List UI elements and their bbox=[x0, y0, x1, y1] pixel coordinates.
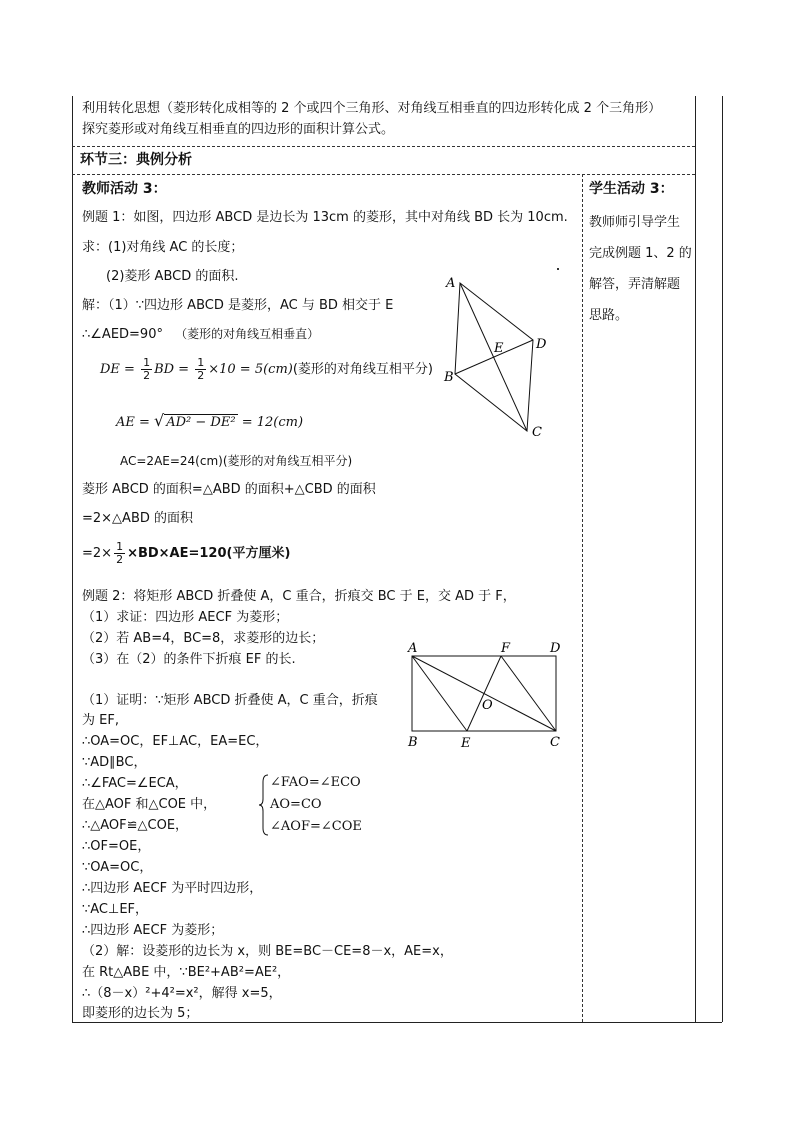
s8-post: ×BD×AE=120(平方厘米) bbox=[127, 546, 291, 561]
ex1-solution-7: =2×△ABD 的面积 bbox=[82, 511, 194, 526]
ex1-solution-2 bbox=[82, 326, 319, 343]
student-line-2: 完成例题 1、2 的 bbox=[589, 246, 692, 261]
ae-rhs: = 12(cm) bbox=[241, 415, 304, 430]
frac-den: 2 bbox=[143, 369, 151, 382]
frac-den: 2 bbox=[116, 553, 124, 566]
ex1-solution-8 bbox=[82, 540, 290, 568]
student-line-1: 教师师引导学生 bbox=[589, 215, 681, 230]
ex1-ae-formula bbox=[116, 411, 303, 433]
ex2-proof-6: ∴△AOF≌△COE， bbox=[82, 818, 189, 833]
ae-lhs: AE = bbox=[116, 415, 150, 430]
table-right-border bbox=[722, 96, 723, 1022]
vertex-label-d: D bbox=[550, 641, 561, 656]
ex2-proof-9: ∴四边形 AECF 为平时四边形， bbox=[82, 881, 263, 896]
ex1-de-formula bbox=[100, 356, 433, 384]
de-lhs: DE = bbox=[100, 362, 135, 377]
ex2-proof-10: ∵AC⊥EF， bbox=[82, 902, 149, 917]
point-label-o: O bbox=[482, 698, 493, 713]
brace-line-1: ∠FAO=∠ECO bbox=[270, 775, 361, 790]
vertex-label-b: B bbox=[444, 370, 454, 385]
ex1-angle-text: ∴∠AED=90° bbox=[82, 327, 163, 342]
vertex-label-f: F bbox=[501, 641, 511, 656]
s8-pre: =2× bbox=[82, 546, 113, 561]
brace-icon bbox=[258, 774, 270, 836]
ex2-question-3: （3）在（2）的条件下折痕 EF 的长. bbox=[82, 652, 296, 667]
stage-title: 环节三：典例分析 bbox=[80, 152, 192, 168]
fraction-half-1 bbox=[141, 357, 152, 382]
stray-dot bbox=[557, 268, 559, 270]
vertex-label-e: E bbox=[461, 736, 471, 751]
ex2-proof-11: ∴四边形 AECF 为菱形； bbox=[82, 923, 224, 938]
ex1-angle-note: （菱形的对角线互相垂直） bbox=[175, 327, 320, 341]
vertex-label-a: A bbox=[446, 276, 456, 291]
brace-line-3: ∠AOF=∠COE bbox=[270, 819, 362, 834]
ex2-proof-1a: （1）证明：∵矩形 ABCD 折叠使 A，C 重合，折痕 bbox=[82, 693, 378, 708]
ex1-title: 例题 1：如图，四边形 ABCD 是边长为 13cm 的菱形，其中对角线 BD 长为 10cm. bbox=[82, 210, 568, 225]
ex1-solution-1: 解：（1）∵四边形 ABCD 是菱形，AC 与 BD 相交于 E bbox=[82, 298, 394, 313]
fraction-half-2 bbox=[195, 357, 206, 382]
ex2-proof-1b: 为 EF, bbox=[82, 713, 119, 728]
ex2-proof-2: ∴OA=OC，EF⊥AC，EA=EC， bbox=[82, 734, 269, 749]
segment-ae bbox=[412, 656, 467, 731]
fraction-half-3 bbox=[114, 541, 125, 566]
ae-radicand: AD² − DE² bbox=[166, 415, 236, 430]
de-note: (菱形的对角线互相平分) bbox=[292, 362, 434, 377]
ex2-proof-13: 在 Rt△ABE 中，∵BE²+AB²=AE²， bbox=[82, 965, 291, 980]
table-left-border bbox=[72, 96, 73, 1022]
figure-rectangle-abcd bbox=[400, 636, 575, 752]
vertex-label-c: C bbox=[532, 425, 542, 440]
table-bottom-border bbox=[72, 1022, 722, 1023]
figure-rhombus-abcd bbox=[440, 270, 552, 442]
segment-fc bbox=[501, 656, 556, 731]
frac-den: 2 bbox=[197, 369, 205, 382]
brace-line-2: AO=CO bbox=[270, 797, 322, 812]
ex2-proof-14: ∴（8－x）²+4²=x²，解得 x=5， bbox=[82, 986, 282, 1001]
vertex-label-a: A bbox=[408, 641, 418, 656]
teacher-heading: 教师活动 3： bbox=[82, 181, 167, 197]
ex2-proof-12: （2）解：设菱形的边长为 x，则 BE=BC－CE=8－x，AE=x， bbox=[82, 944, 453, 959]
top-text-line-2: 探究菱形或对角线互相垂直的四边形的面积计算公式。 bbox=[82, 122, 395, 137]
ex2-proof-8: ∵OA=OC， bbox=[82, 860, 153, 875]
sqrt-sign: √ bbox=[154, 411, 165, 430]
ex2-question-1: （1）求证：四边形 AECF 为菱形； bbox=[82, 610, 289, 625]
vertex-label-c: C bbox=[550, 735, 560, 750]
row-divider-2 bbox=[72, 174, 695, 175]
ex1-question-2: (2)菱形 ABCD 的面积. bbox=[106, 269, 239, 284]
ex1-solution-6: 菱形 ABCD 的面积=△ABD 的面积+△CBD 的面积 bbox=[82, 482, 376, 497]
frac-num: 1 bbox=[197, 356, 205, 369]
student-line-4: 思路。 bbox=[589, 308, 629, 323]
frac-num: 1 bbox=[143, 356, 151, 369]
frac-num: 1 bbox=[116, 540, 124, 553]
de-rhs: ×10 = 5(cm) bbox=[208, 362, 293, 377]
ex2-proof-5: 在△AOF 和△COE 中， bbox=[82, 797, 217, 812]
ex2-proof-7: ∴OF=OE， bbox=[82, 839, 151, 854]
column-divider bbox=[582, 174, 583, 1022]
student-line-3: 解答，弄清解题 bbox=[589, 277, 681, 292]
top-text-line-1: 利用转化思想（菱形转化成相等的 2 个或四个三角形、对角线互相垂直的四边形转化成 2 个三角形） bbox=[82, 101, 662, 116]
point-label-e: E bbox=[494, 341, 504, 356]
ex2-title: 例题 2：将矩形 ABCD 折叠使 A，C 重合，折痕交 BC 于 E，交 AD 于 F， bbox=[82, 589, 516, 604]
table-inner-right-border bbox=[695, 96, 696, 1022]
ex2-proof-4: ∴∠FAC=∠ECA， bbox=[82, 776, 188, 791]
row-divider-1 bbox=[72, 146, 695, 147]
ex1-question-1: 求：(1)对角线 AC 的长度； bbox=[82, 240, 244, 255]
ex2-proof-15: 即菱形的边长为 5； bbox=[82, 1006, 199, 1021]
de-mid: BD = bbox=[154, 362, 190, 377]
fold-line-ef bbox=[467, 656, 501, 731]
student-heading: 学生活动 3： bbox=[589, 181, 674, 197]
ex2-proof-3: ∵AD∥BC， bbox=[82, 755, 147, 770]
ex2-question-2: （2）若 AB=4，BC=8，求菱形的边长； bbox=[82, 631, 325, 646]
vertex-label-d: D bbox=[536, 337, 547, 352]
vertex-label-b: B bbox=[408, 735, 418, 750]
ex1-solution-5: AC=2AE=24(cm)(菱形的对角线互相平分) bbox=[120, 454, 353, 468]
